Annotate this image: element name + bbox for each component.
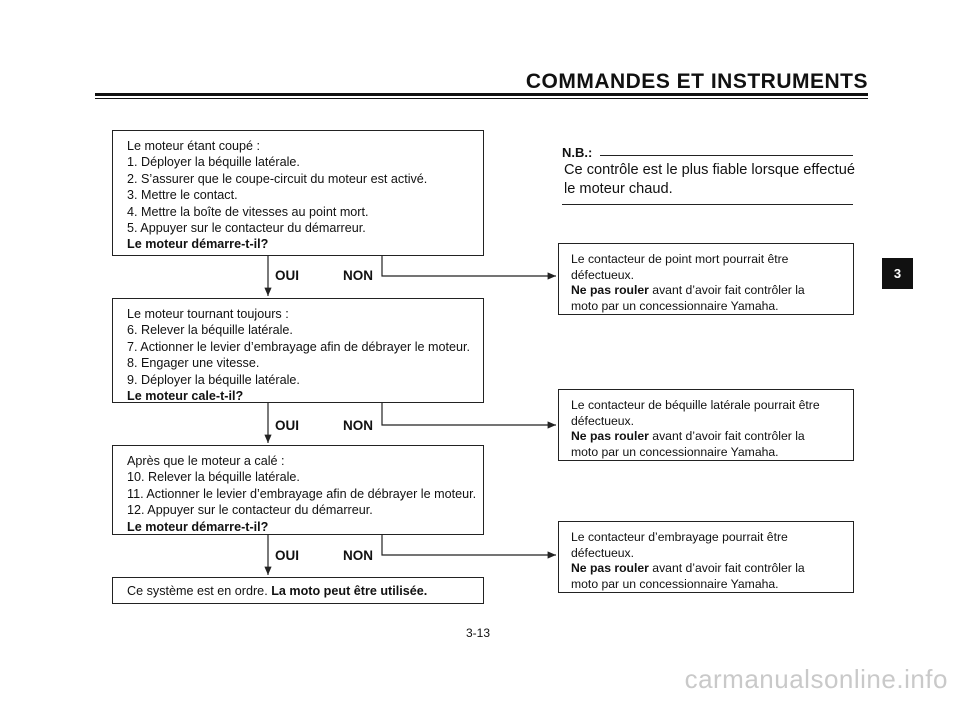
step-line: Le moteur étant coupé : bbox=[127, 139, 261, 153]
step-line: 6. Relever la béquille latérale. bbox=[127, 323, 293, 338]
step-line: 12. Appuyer sur le contacteur du démarreur. bbox=[127, 503, 373, 518]
result-warning: Ne pas rouler bbox=[571, 283, 649, 298]
result-line: Le contacteur d’embrayage pourrait être bbox=[571, 530, 788, 544]
note-title: N.B.: bbox=[562, 145, 593, 160]
step-line: 4. Mettre la boîte de vitesses au point mort. bbox=[127, 204, 369, 219]
yes-label-1: OUI bbox=[275, 268, 300, 283]
result-line: Le contacteur de béquille latérale pourrait être bbox=[571, 398, 820, 412]
result-line: avant d’avoir fait contrôler la bbox=[648, 283, 805, 298]
step-line: 2. S’assurer que le coupe-circuit du moteur est activé. bbox=[127, 171, 428, 186]
result-line: Le contacteur de point mort pourrait être bbox=[571, 252, 789, 266]
result-warning: Ne pas rouler bbox=[571, 429, 649, 444]
step-line: 9. Déployer la béquille latérale. bbox=[127, 372, 300, 387]
step-line: 8. Engager une vitesse. bbox=[127, 356, 260, 371]
no-arrow-2 bbox=[382, 403, 556, 425]
result-line: défectueux. bbox=[571, 413, 635, 428]
step-question: Le moteur cale-t-il? bbox=[127, 389, 244, 404]
result-line: défectueux. bbox=[571, 545, 635, 560]
page-number: 3-13 bbox=[466, 626, 491, 640]
no-arrow-1 bbox=[382, 256, 556, 276]
watermark: carmanualsonline.info bbox=[684, 664, 948, 694]
result-warning: Ne pas rouler bbox=[571, 561, 649, 576]
step-line: 11. Actionner le levier d’embrayage afin de débrayer le moteur. bbox=[127, 486, 477, 501]
yes-label-3: OUI bbox=[275, 548, 300, 563]
final-text-bold: La moto peut être utilisée. bbox=[271, 584, 428, 598]
result-line: moto par un concessionnaire Yamaha. bbox=[571, 298, 779, 313]
step-line: 10. Relever la béquille latérale. bbox=[127, 470, 300, 485]
step-line: 1. Déployer la béquille latérale. bbox=[127, 155, 300, 170]
no-label-1: NON bbox=[343, 268, 373, 283]
result-box-1 bbox=[558, 243, 854, 315]
no-label-3: NON bbox=[343, 548, 373, 563]
step-line: 5. Appuyer sur le contacteur du démarreur. bbox=[127, 221, 366, 236]
result-line: moto par un concessionnaire Yamaha. bbox=[571, 576, 779, 591]
step-box-3 bbox=[112, 445, 484, 535]
result-line: moto par un concessionnaire Yamaha. bbox=[571, 444, 779, 459]
yes-label-2: OUI bbox=[275, 418, 300, 433]
final-box bbox=[112, 577, 484, 604]
step-box-2 bbox=[112, 298, 484, 403]
result-line: défectueux. bbox=[571, 267, 635, 282]
step-question: Le moteur démarre-t-il? bbox=[127, 519, 269, 534]
note-text bbox=[564, 161, 855, 199]
result-line: avant d’avoir fait contrôler la bbox=[648, 429, 805, 444]
step-line: Le moteur tournant toujours : bbox=[127, 307, 289, 321]
note-bottom-rule bbox=[562, 204, 853, 205]
step-question: Le moteur démarre-t-il? bbox=[127, 237, 269, 252]
no-label-2: NON bbox=[343, 418, 373, 433]
note-line: le moteur chaud. bbox=[564, 181, 673, 197]
step-line: Après que le moteur a calé : bbox=[127, 454, 285, 468]
result-box-3 bbox=[558, 521, 854, 593]
step-line: 7. Actionner le levier d’embrayage afin de débrayer le moteur. bbox=[127, 339, 471, 354]
page-title: COMMANDES ET INSTRUMENTS bbox=[525, 70, 868, 93]
chapter-tab: 3 bbox=[882, 258, 913, 289]
step-line: 3. Mettre le contact. bbox=[127, 188, 238, 203]
result-box-2 bbox=[558, 389, 854, 461]
note-rule bbox=[600, 155, 853, 156]
no-arrow-3 bbox=[382, 535, 556, 555]
result-line: avant d’avoir fait contrôler la bbox=[648, 561, 805, 576]
note-line: Ce contrôle est le plus fiable lorsque effectué bbox=[564, 162, 855, 178]
final-text: Ce système est en ordre. bbox=[127, 584, 272, 598]
step-box-1 bbox=[112, 130, 484, 256]
